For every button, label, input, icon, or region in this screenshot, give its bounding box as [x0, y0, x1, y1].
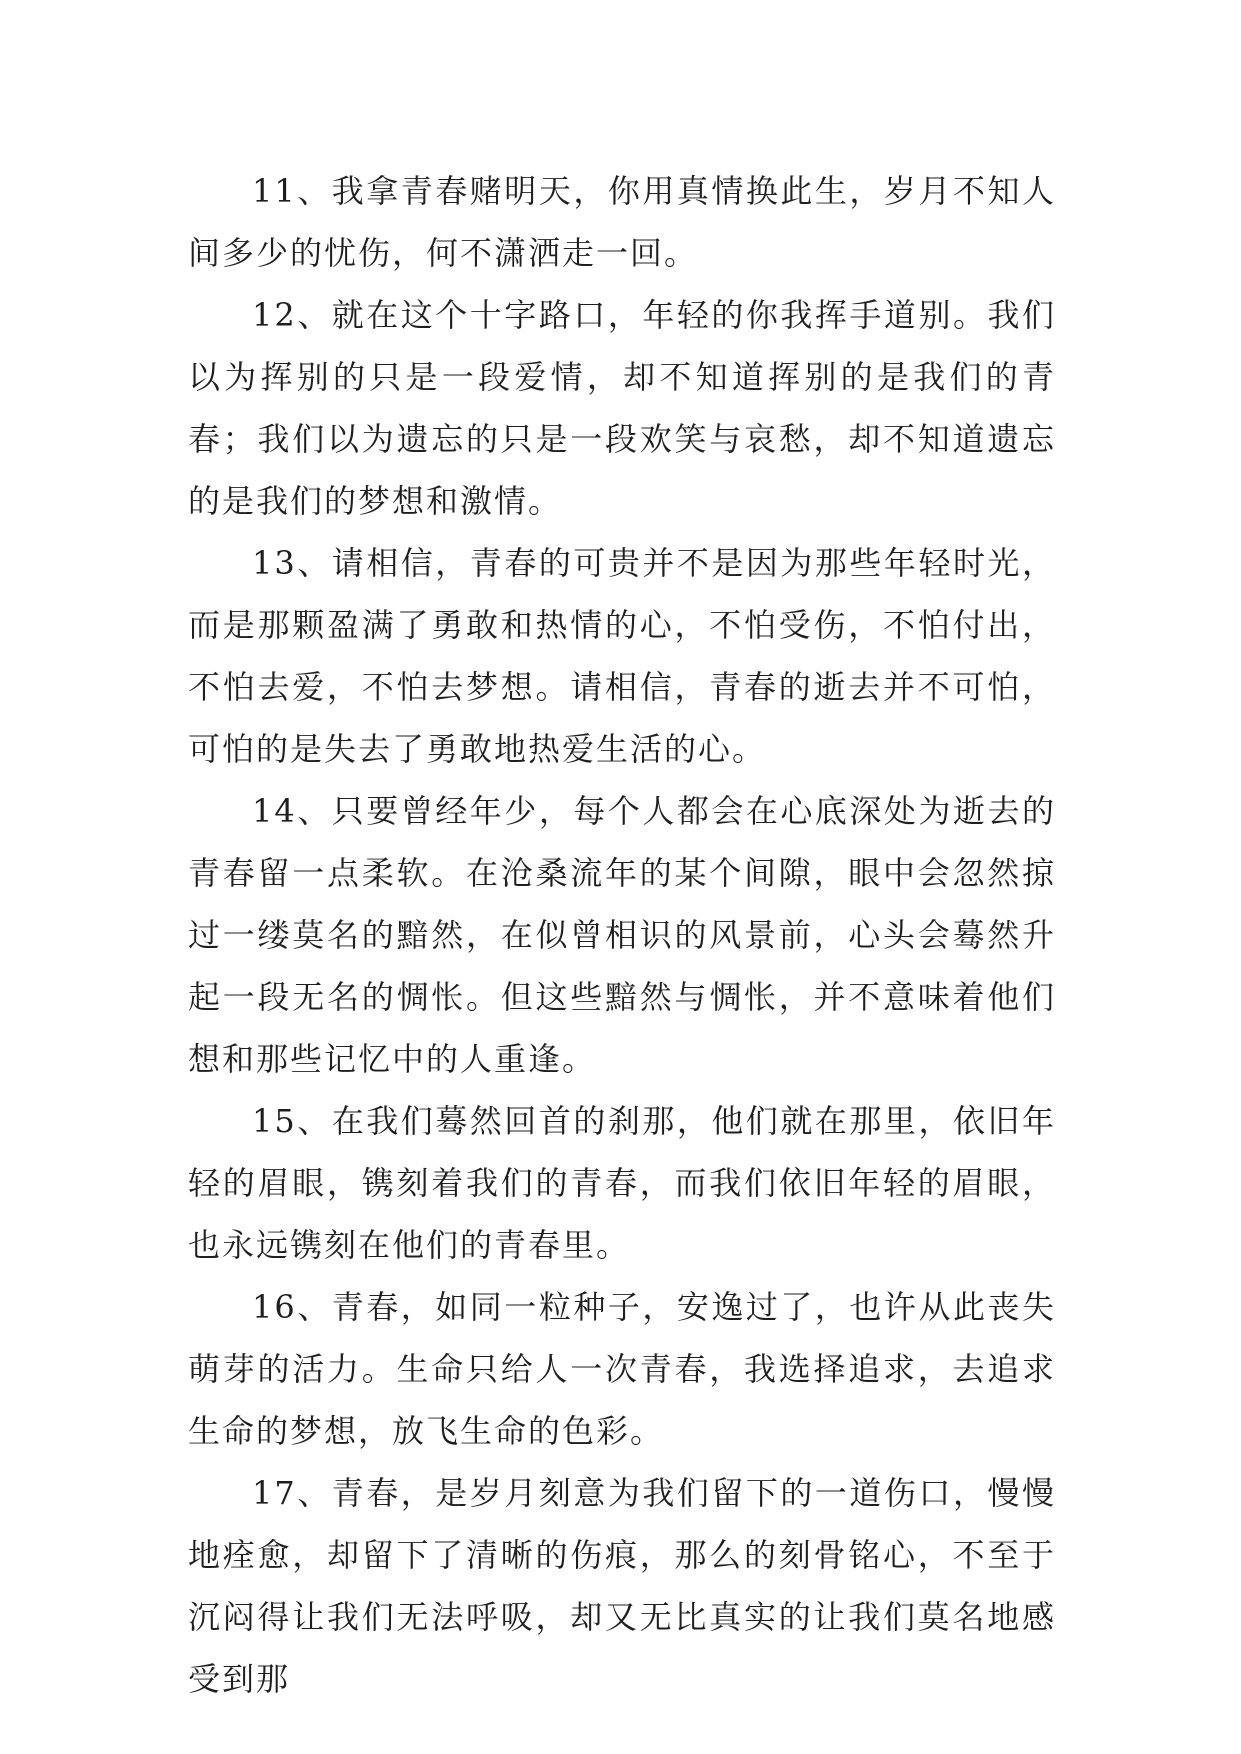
paragraph-16: 16、青春，如同一粒种子，安逸过了，也许从此丧失萌芽的活力。生命只给人一次青春，我选择追求，去追求生命的梦想，放飞生命的色彩。	[188, 1288, 1056, 1450]
document-page	[188, 160, 1056, 1710]
paragraph-12: 12、就在这个十字路口，年轻的你我挥手道别。我们以为挥别的只是一段爱情，却不知道挥别的是我们的青春；我们以为遗忘的只是一段欢笑与哀愁，却不知道遗忘的是我们的梦想和激情。	[188, 296, 1056, 520]
paragraph-15: 15、在我们蓦然回首的刹那，他们就在那里，依旧年轻的眉眼，镌刻着我们的青春，而我们依旧年轻的眉眼，也永远镌刻在他们的青春里。	[188, 1102, 1056, 1264]
paragraph-14: 14、只要曾经年少，每个人都会在心底深处为逝去的青春留一点柔软。在沧桑流年的某个间隙，眼中会忽然掠过一缕莫名的黯然，在似曾相识的风景前，心头会蓦然升起一段无名的惆怅。但这些黯然与惆怅，并不意味着他们想和那些记忆中的人重逢。	[188, 792, 1056, 1078]
paragraph-11: 11、我拿青春赌明天，你用真情换此生，岁月不知人间多少的忧伤，何不潇洒走一回。	[188, 172, 1056, 272]
paragraph-17: 17、青春，是岁月刻意为我们留下的一道伤口，慢慢地痊愈，却留下了清晰的伤痕，那么的刻骨铭心，不至于沉闷得让我们无法呼吸，却又无比真实的让我们莫名地感受到那	[188, 1474, 1056, 1698]
paragraph-13: 13、请相信，青春的可贵并不是因为那些年轻时光，而是那颗盈满了勇敢和热情的心，不怕受伤，不怕付出，不怕去爱，不怕去梦想。请相信，青春的逝去并不可怕，可怕的是失去了勇敢地热爱生活的心。	[188, 544, 1056, 768]
